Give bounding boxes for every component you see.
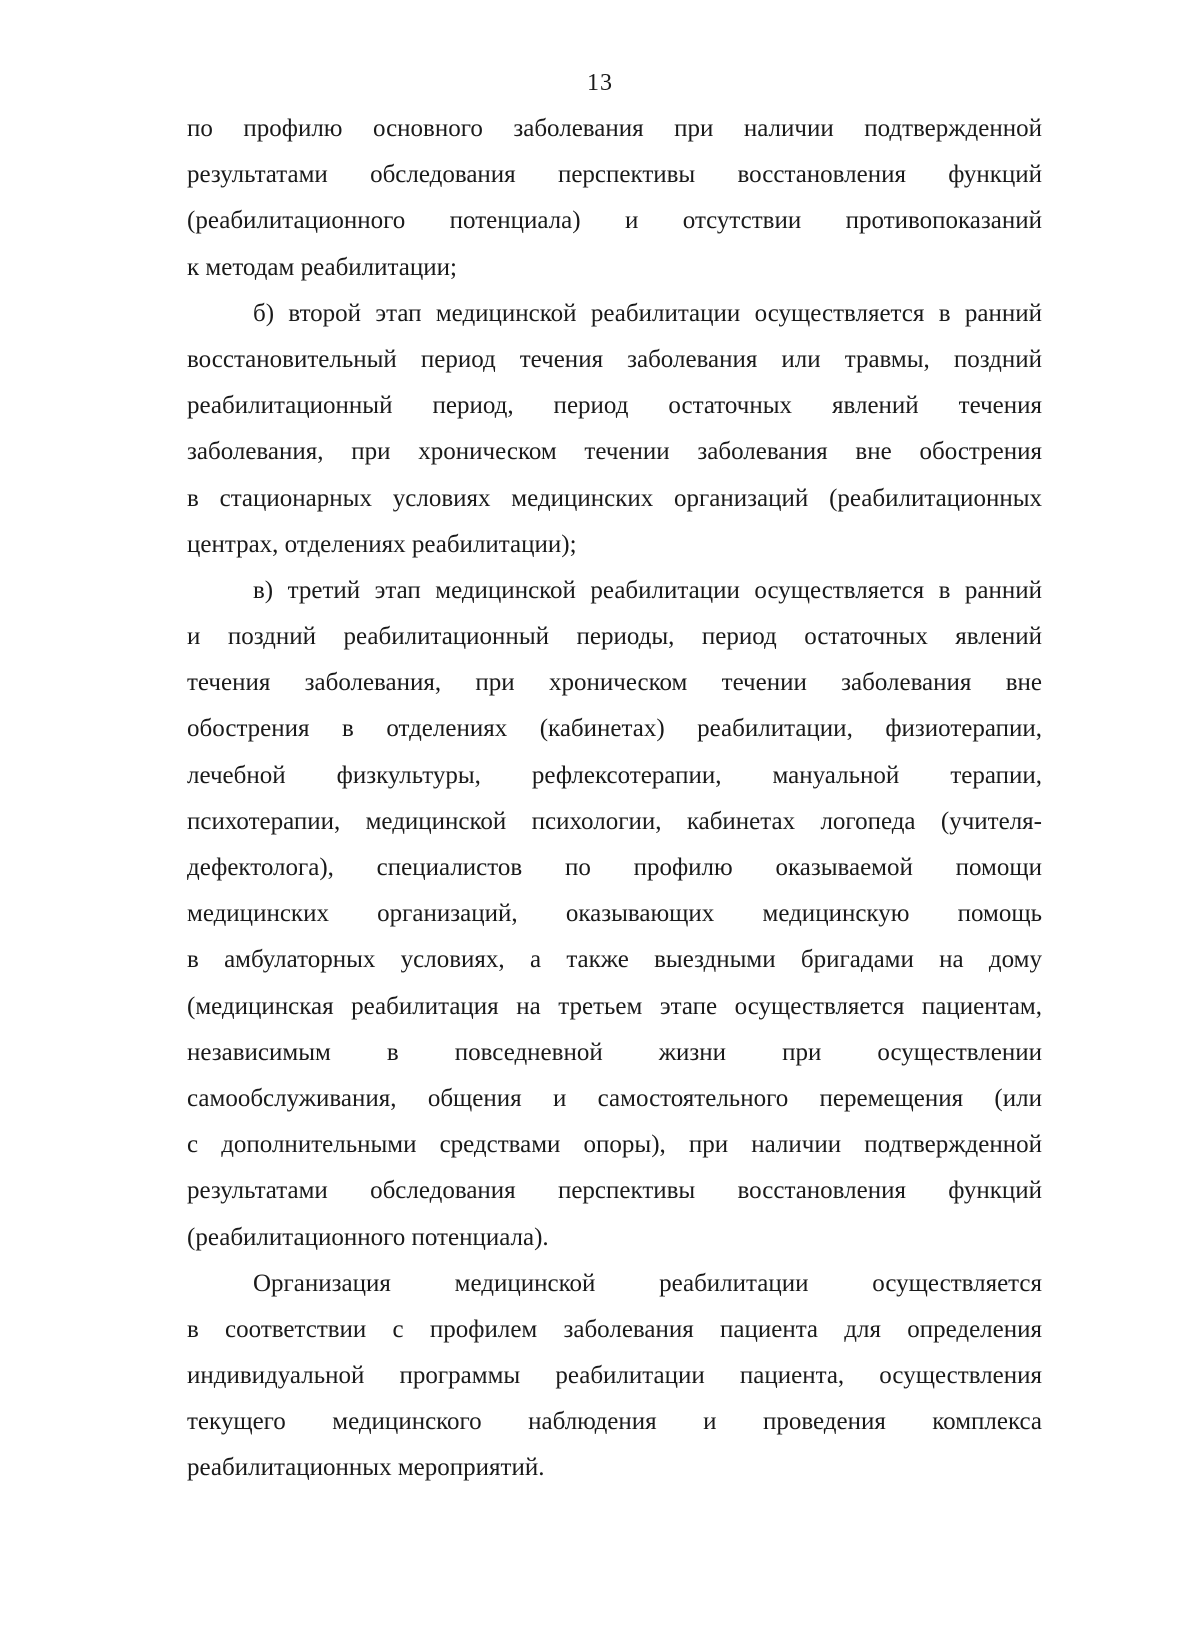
text-line: течения заболевания, при хроническом течении заболевания вне — [187, 669, 1042, 697]
text-line: Организация медицинской реабилитации осуществляется — [253, 1269, 1042, 1297]
text-line: результатами обследования перспективы восстановления функций — [187, 1177, 1042, 1205]
text-line: независимым в повседневной жизни при осуществлении — [187, 1038, 1042, 1066]
text-line: (реабилитационного потенциала). — [187, 1223, 549, 1251]
text-line: реабилитационных мероприятий. — [187, 1454, 545, 1482]
text-line: и поздний реабилитационный периоды, период остаточных явлений — [187, 623, 1042, 651]
text-line: медицинских организаций, оказывающих медицинскую помощь — [187, 900, 1042, 928]
text-line: в стационарных условиях медицинских организаций (реабилитационных — [187, 484, 1042, 512]
text-line: психотерапии, медицинской психологии, кабинетах логопеда (учителя- — [187, 807, 1042, 835]
paragraph-organization — [187, 1261, 1042, 1492]
text-line: б) второй этап медицинской реабилитации осуществляется в ранний — [253, 299, 1042, 327]
text-line: реабилитационный период, период остаточных явлений течения — [187, 392, 1042, 420]
text-line: результатами обследования перспективы восстановления функций — [187, 161, 1042, 189]
text-line: лечебной физкультуры, рефлексотерапии, мануальной терапии, — [187, 761, 1042, 789]
text-line: в соответствии с профилем заболевания пациента для определения — [187, 1315, 1042, 1343]
paragraph-continuation — [187, 106, 1042, 291]
text-line: дефектолога), специалистов по профилю оказываемой помощи — [187, 854, 1042, 881]
text-line: индивидуальной программы реабилитации пациента, осуществления — [187, 1362, 1042, 1390]
text-line: (медицинская реабилитация на третьем этапе осуществляется пациентам, — [187, 992, 1042, 1020]
document-body — [187, 106, 1042, 1492]
text-line: в амбулаторных условиях, а также выездными бригадами на дому — [187, 946, 1042, 974]
text-line: (реабилитационного потенциала) и отсутствии противопоказаний — [187, 207, 1042, 235]
text-line: к методам реабилитации; — [187, 253, 457, 281]
page-number: 13 — [587, 70, 613, 96]
text-line: в) третий этап медицинской реабилитации осуществляется в ранний — [253, 576, 1042, 604]
text-line: с дополнительными средствами опоры), при наличии подтвержденной — [187, 1131, 1042, 1159]
paragraph-item-b — [187, 291, 1042, 568]
text-line: текущего медицинского наблюдения и проведения комплекса — [187, 1408, 1042, 1436]
text-line: по профилю основного заболевания при наличии подтвержденной — [187, 115, 1042, 142]
text-line: центрах, отделениях реабилитации); — [187, 530, 577, 558]
paragraph-item-v — [187, 568, 1042, 1261]
text-line: восстановительный период течения заболевания или травмы, поздний — [187, 345, 1042, 373]
text-line: самообслуживания, общения и самостоятельного перемещения (или — [187, 1084, 1042, 1112]
text-line: обострения в отделениях (кабинетах) реабилитации, физиотерапии, — [187, 715, 1042, 743]
text-line: заболевания, при хроническом течении заболевания вне обострения — [187, 438, 1042, 466]
